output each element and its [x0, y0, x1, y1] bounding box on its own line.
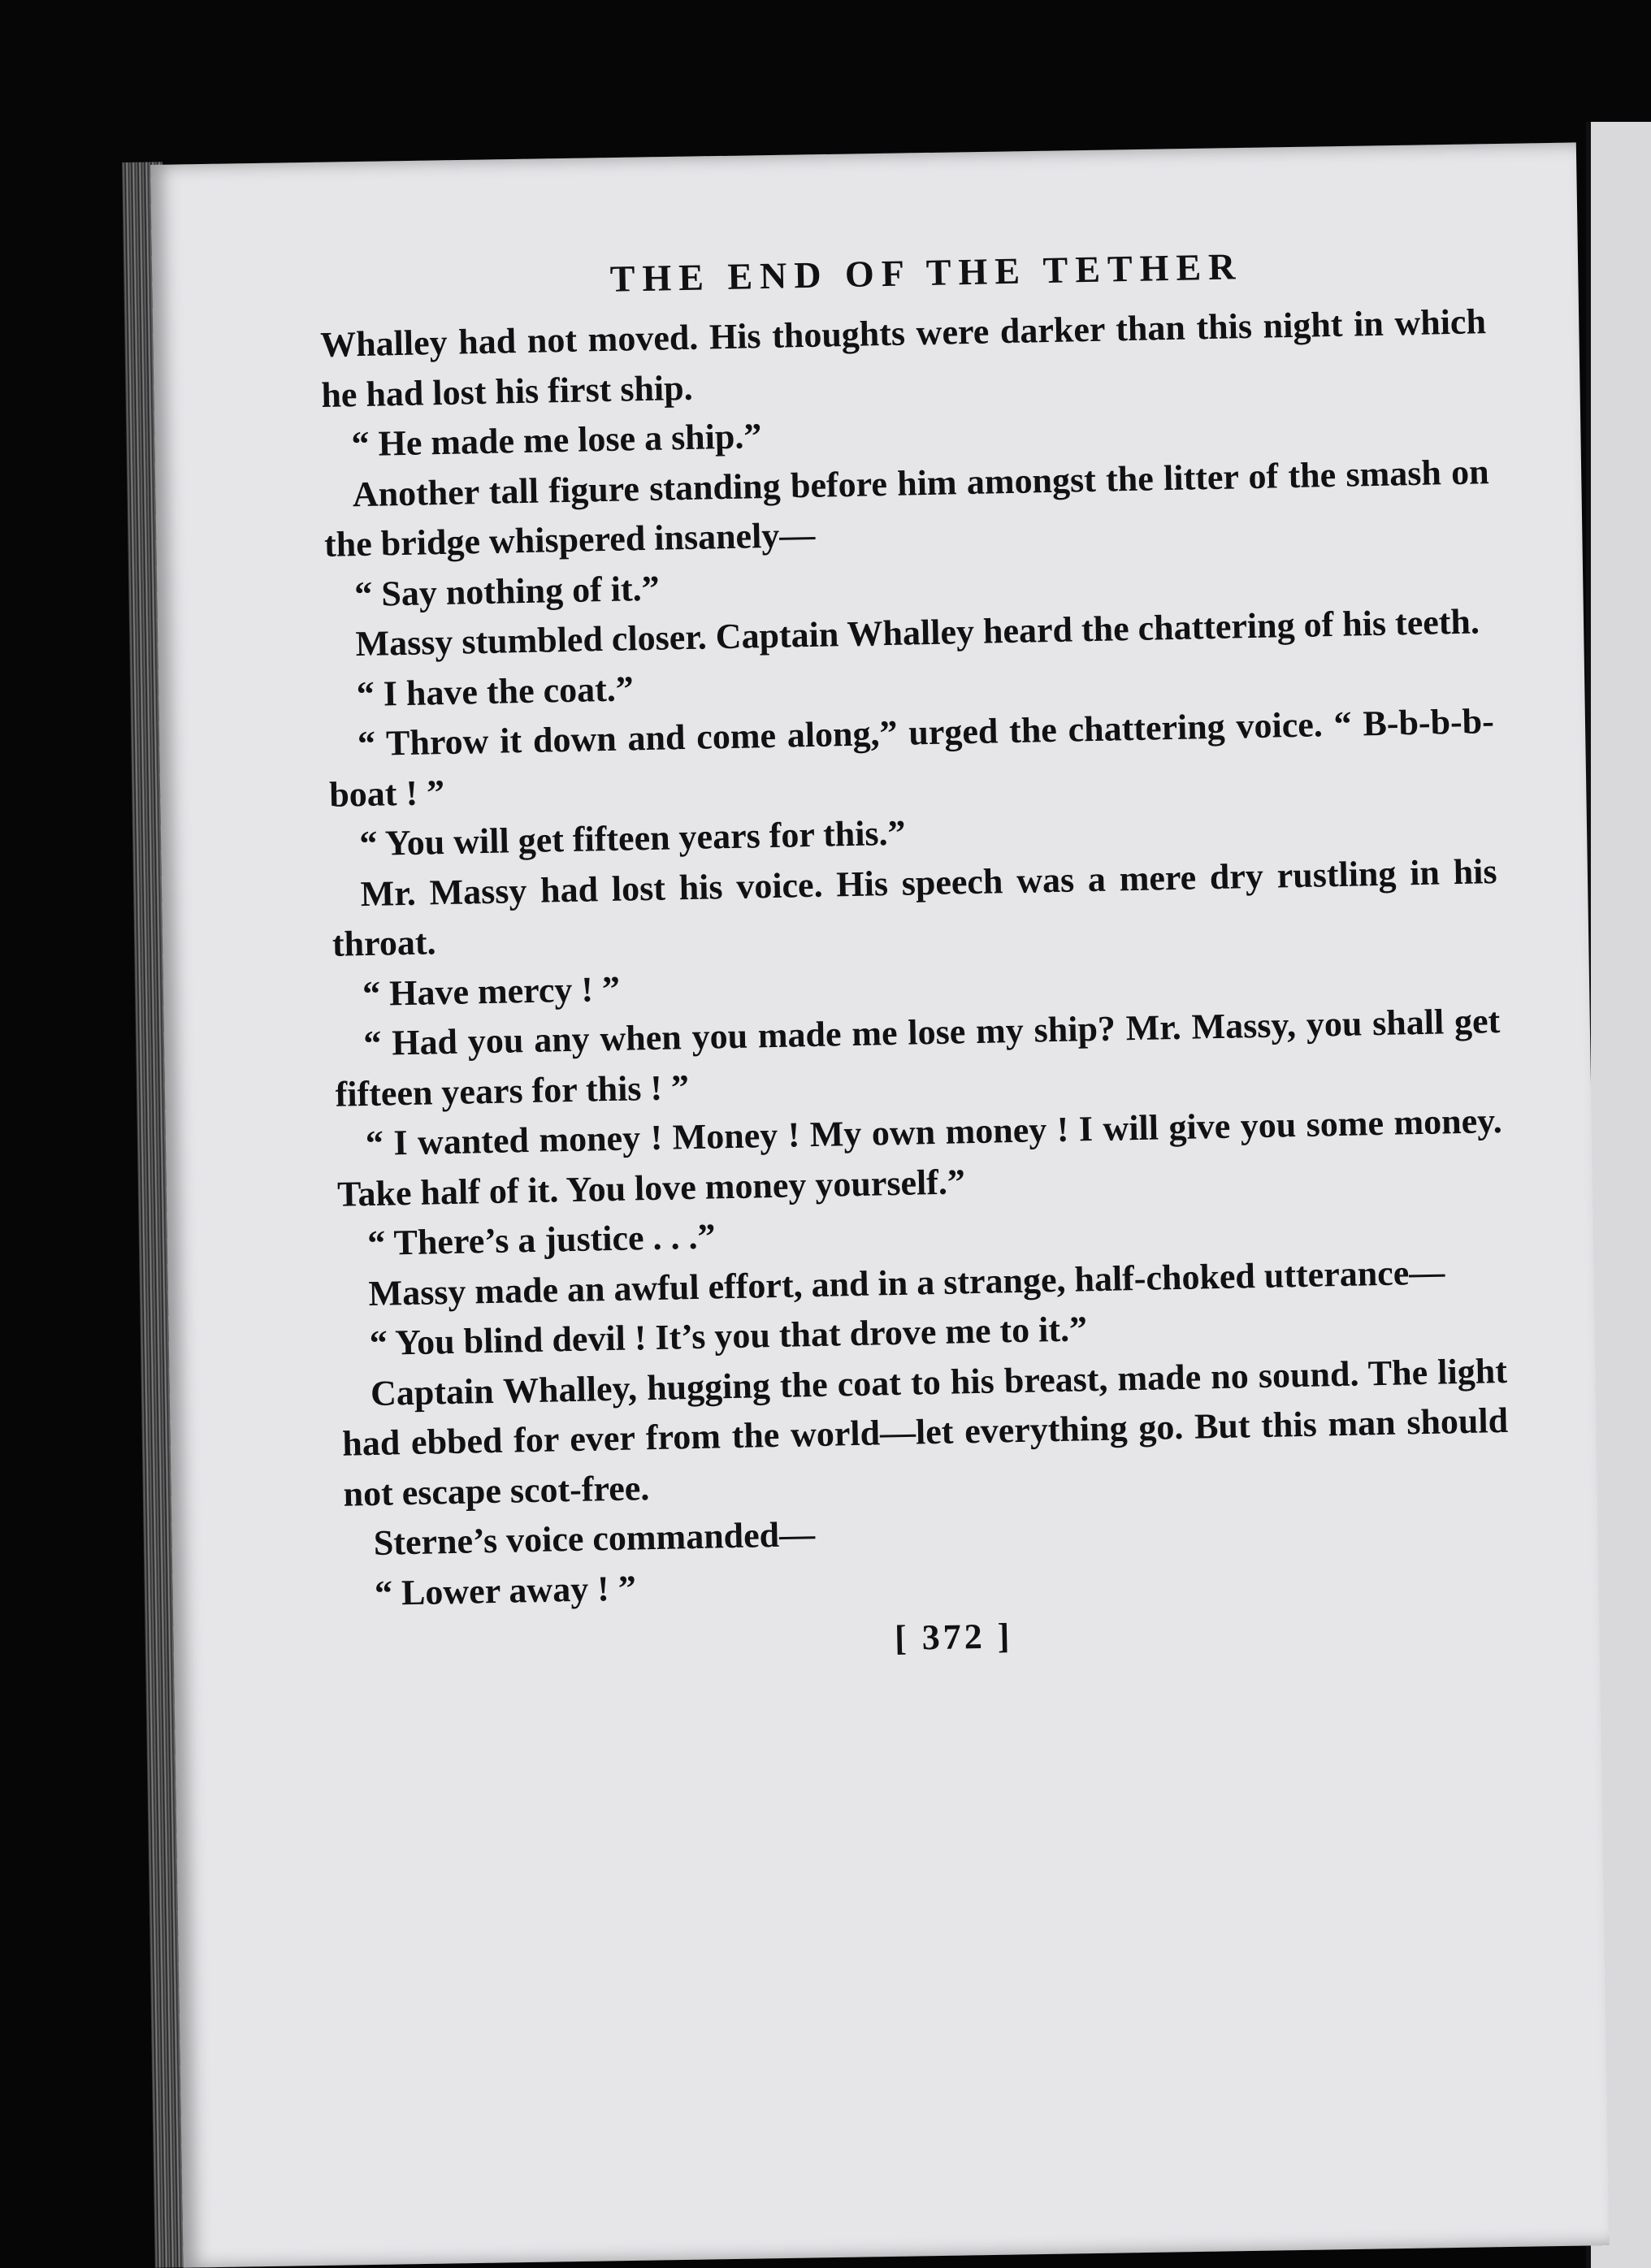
running-head: THE END OF THE TETHER: [609, 245, 1243, 300]
paragraph: “ Had you any when you made me lose my ship? Mr. Massy, you shall get fifteen years for this ! ”: [335, 1001, 1501, 1115]
paragraph: “ I have the coat.”: [356, 668, 635, 714]
paragraph: Massy made an awful effort, and in a strange, half-choked utterance—: [368, 1251, 1445, 1314]
body-text: [320, 296, 1512, 1618]
paragraph: Sterne’s voice commanded—: [373, 1514, 816, 1563]
paragraph: “ You will get fifteen years for this.”: [359, 812, 906, 864]
paragraph: Captain Whalley, hugging the coat to his breast, made no sound. The light had ebbed for ever from the world—let everything go. But this man should not escape scot-free.: [341, 1350, 1509, 1514]
paragraph: “ You blind devil ! It’s you that drove me to it.”: [369, 1309, 1088, 1364]
paragraph: “ I wanted money ! Money ! My own money ! I will give you some money. Take half of it. You love money yourself.”: [336, 1100, 1503, 1214]
paragraph: “ Have mercy ! ”: [362, 968, 621, 1014]
paragraph: “ Throw it down and come along,” urged the chattering voice. “ B-b-b-b-boat ! ”: [328, 701, 1495, 815]
paragraph: “ Lower away ! ”: [374, 1567, 637, 1613]
page-number: [ 372 ]: [894, 1616, 1013, 1659]
paragraph: Another tall figure standing before him amongst the litter of the smash on the bridge whispered insanely—: [323, 451, 1490, 565]
paragraph: “ There’s a justice . . .”: [366, 1216, 716, 1264]
paragraph: Massy stumbled closer. Captain Whalley heard the chattering of his teeth.: [355, 601, 1480, 664]
paragraph: Mr. Massy had lost his voice. His speech was a mere dry rustling in his throat.: [332, 850, 1497, 964]
paragraph: “ He made me lose a ship.”: [351, 416, 762, 465]
paragraph: “ Say nothing of it.”: [353, 568, 661, 614]
page-text-block: [318, 233, 1513, 1669]
paragraph: Whalley had not moved. His thoughts were darker than this night in which he had lost his first ship.: [319, 301, 1487, 415]
